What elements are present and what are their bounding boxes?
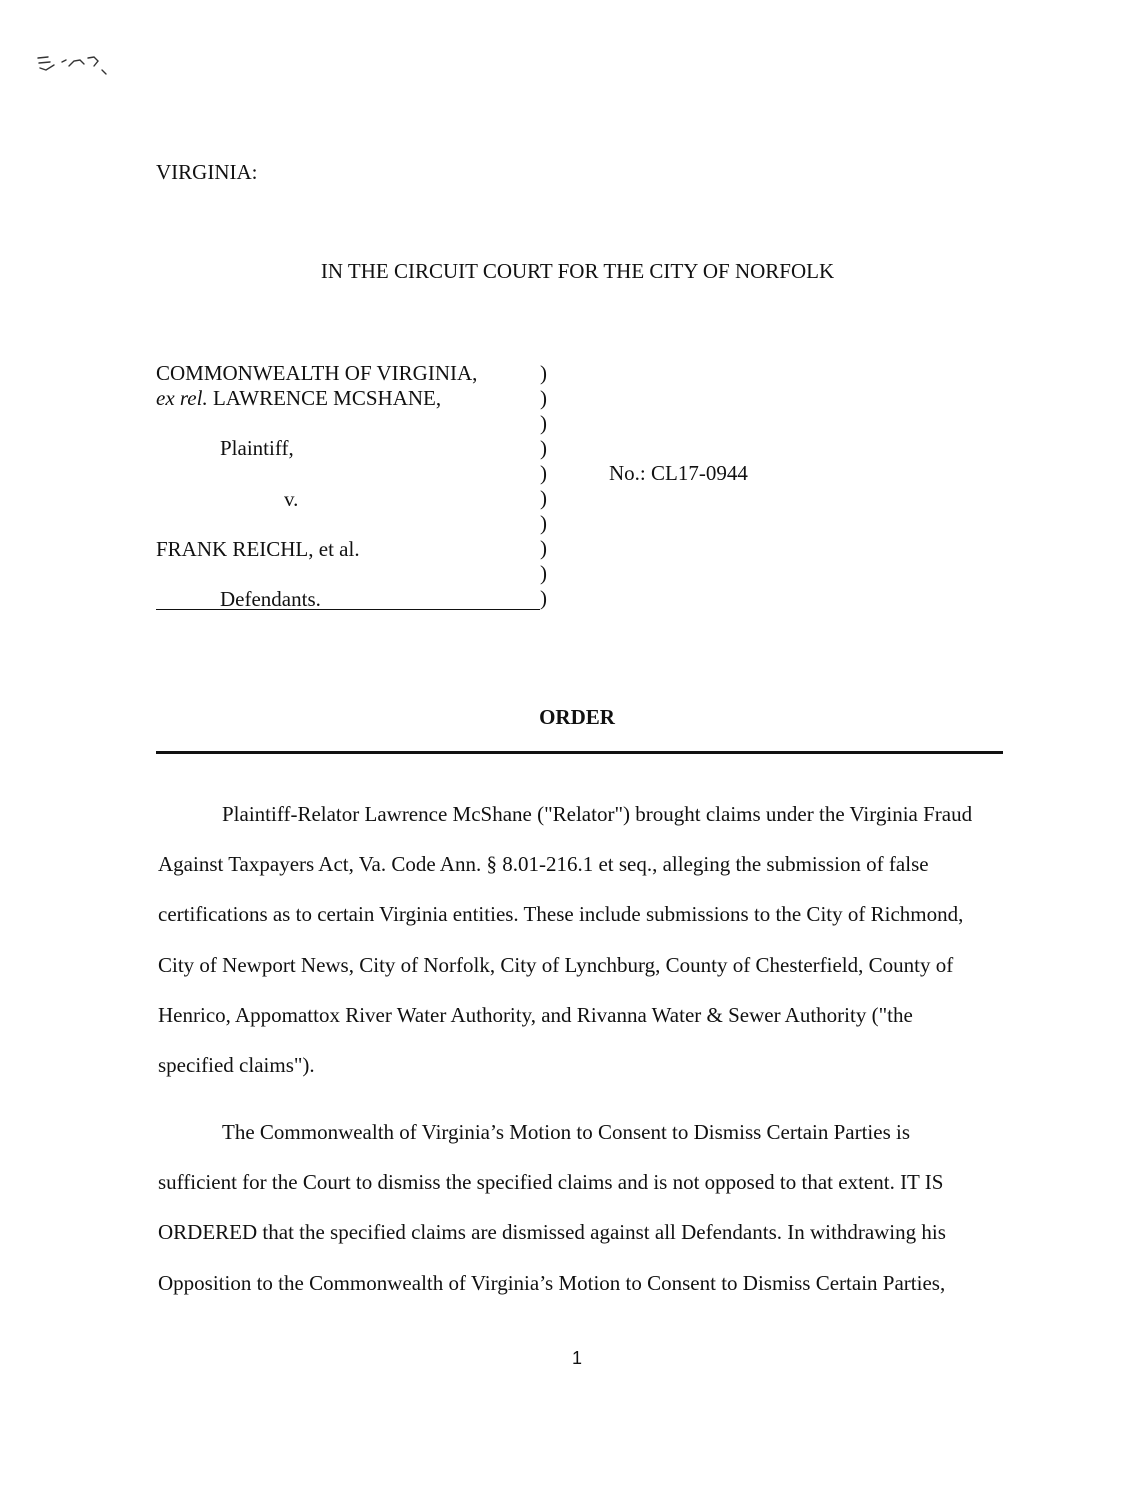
caption-paren: ) (540, 586, 547, 610)
caption-paren: ) (540, 536, 547, 560)
relator-name-text: LAWRENCE MCSHANE, (207, 386, 442, 410)
caption-paren: ) (540, 561, 547, 585)
paragraph-line: City of Newport News, City of Norfolk, City of Lynchburg, County of Chesterfield, County of (158, 952, 954, 977)
paragraph-line: certifications as to certain Virginia entities. These include submissions to the City of Richmond, (158, 902, 964, 927)
caption-underline (156, 609, 540, 610)
case-caption (156, 361, 536, 611)
paragraph-line: specified claims"). (158, 1053, 315, 1078)
case-number: No.: CL17-0944 (609, 461, 748, 485)
plaintiff-role: Plaintiff, (220, 436, 294, 460)
paragraph-line: Opposition to the Commonwealth of Virginia’s Motion to Consent to Dismiss Certain Parties, (158, 1270, 946, 1295)
court-title: IN THE CIRCUIT COURT FOR THE CITY OF NORFOLK (320, 259, 835, 283)
caption-paren: ) (540, 436, 547, 460)
paragraph-dismissal-order (158, 1107, 1008, 1308)
scan-mark-illegible (36, 52, 120, 78)
ex-rel-prefix: ex rel. (156, 386, 208, 410)
caption-paren: ) (540, 411, 547, 435)
plaintiff-name: COMMONWEALTH OF VIRGINIA, (156, 361, 478, 385)
versus: v. (284, 487, 299, 511)
paragraph-relator-claims (158, 789, 1008, 1090)
caption-paren: ) (540, 361, 547, 385)
order-rule (156, 751, 1003, 754)
paragraph-line: Against Taxpayers Act, Va. Code Ann. § 8.01-216.1 et seq., alleging the submission of false (158, 852, 929, 877)
caption-paren: ) (540, 461, 547, 485)
paragraph-line: Henrico, Appomattox River Water Authority, and Rivanna Water & Sewer Authority ("the (158, 1002, 913, 1027)
state-label: VIRGINIA: (156, 160, 258, 184)
paragraph-line: Plaintiff-Relator Lawrence McShane ("Relator") brought claims under the Virginia Fraud (222, 802, 973, 826)
defendant-role: Defendants. (220, 587, 321, 611)
caption-paren: ) (540, 386, 547, 410)
page-number: 1 (571, 1348, 582, 1368)
order-heading: ORDER (539, 705, 615, 729)
paragraph-line: sufficient for the Court to dismiss the specified claims and is not opposed to that extent. IT IS (158, 1170, 944, 1195)
paragraph-line: ORDERED that the specified claims are dismissed against all Defendants. In withdrawing his (158, 1220, 946, 1245)
paragraph-line: The Commonwealth of Virginia’s Motion to Consent to Dismiss Certain Parties is (222, 1120, 911, 1144)
caption-paren: ) (540, 486, 547, 510)
caption-paren: ) (540, 511, 547, 535)
relator-name (156, 386, 441, 410)
defendant-name: FRANK REICHL, et al. (156, 537, 360, 561)
